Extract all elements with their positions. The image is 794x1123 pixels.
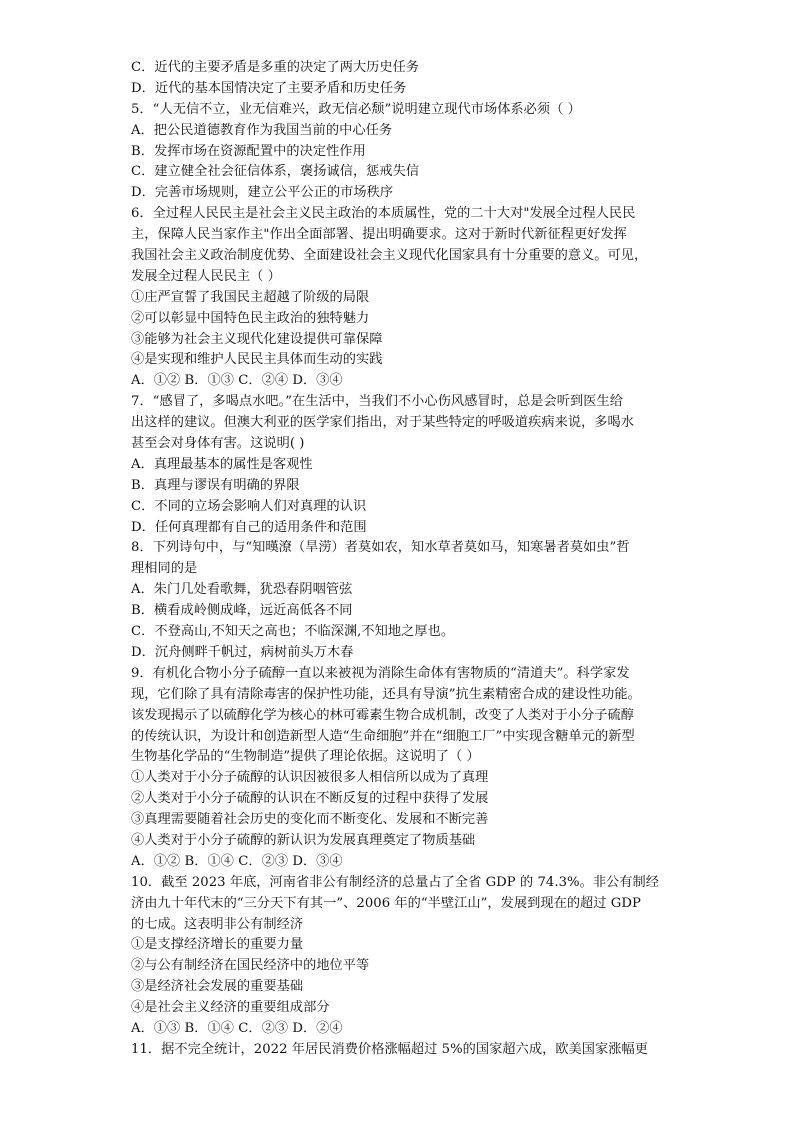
text-line: A．①③ B．①④ C．②③ D．②④ xyxy=(131,1020,343,1036)
exam-page xyxy=(131,58,663,1061)
text-line: 11．据不完全统计，2022 年居民消费价格涨幅超过 5%的国家超六成，欧美国家涨幅更 xyxy=(131,1041,648,1057)
text-line: C．建立健全社会征信体系，褒扬诚信，惩戒失信 xyxy=(131,164,420,180)
text-line: ②可以彰显中国特色民主政治的独特魅力 xyxy=(131,310,370,326)
text-line: 我国社会主义政治制度优势、全面建设社会主义现代化国家具有十分重要的意义。可见， xyxy=(131,248,648,264)
text-line: A．①② B．①④ C．②③ D．③④ xyxy=(131,853,343,869)
text-line: 现，它们除了具有清除毒害的保护性功能，还具有导演”抗生素精密合成的建设性功能。 xyxy=(131,686,641,702)
text-line: D．完善市场规则，建立公平公正的市场秩序 xyxy=(131,185,394,201)
text-line: D．沉舟侧畔千帆过，病树前头万木春 xyxy=(131,644,354,660)
text-line: C．近代的主要矛盾是多重的决定了两大历史任务 xyxy=(131,60,420,75)
text-line: ①人类对于小分子硫醇的认识因被很多人相信所以成为了真理 xyxy=(131,770,489,786)
text-line: ③能够为社会主义现代化建设提供可靠保障 xyxy=(131,331,383,347)
text-line: 主，保障人民当家作主"作出全面部署、提出明确要求。这对于新时代新征程更好发挥 xyxy=(131,227,627,243)
text-line: D．任何真理都有自己的适用条件和范围 xyxy=(131,519,367,535)
text-line: B．发挥市场在资源配置中的决定性作用 xyxy=(131,143,366,159)
text-line: 5．“人无信不立，业无信难兴，政无信必颓”说明建立现代市场体系必须（ ） xyxy=(131,101,581,117)
text-line: 济由九十年代末的“三分天下有其一”、2006 年的“半壁江山”，发展到现在的超过 GDP xyxy=(131,895,641,911)
text-line: 该发现揭示了以硫醇化学为核心的林可霉素生物合成机制，改变了人类对于小分子硫醇 xyxy=(131,707,635,723)
text-line: 6．全过程人民民主是社会主义民主政治的本质属性，党的二十大对"发展全过程人民民 xyxy=(131,206,636,222)
text-line: D．近代的基本国情决定了主要矛盾和历史任务 xyxy=(131,80,407,96)
text-line: ②与公有制经济在国民经济中的地位平等 xyxy=(131,958,370,974)
text-line: 理相同的是 xyxy=(131,561,198,577)
text-line: A．①② B．①③ C．②④ D．③④ xyxy=(131,373,343,389)
text-line: 8．下列诗句中，与“知暵潦（旱涝）者莫如农，知水草者莫如马，知寒暑者莫如虫”哲 xyxy=(131,540,630,556)
text-line: 的传统认识，为设计和创造新型人造“生命细胞”并在“细胞工厂”中实现含糖单元的新型 xyxy=(131,728,635,744)
text-line: B．真理与谬误有明确的界限 xyxy=(131,477,300,493)
text-line: C．不同的立场会影响人们对真理的认识 xyxy=(131,498,367,514)
text-line: ④是社会主义经济的重要组成部分 xyxy=(131,1000,330,1016)
text-line: ②人类对于小分子硫醇的认识在不断反复的过程中获得了发展 xyxy=(131,791,489,807)
text-line: C．不登高山,不知天之高也；不临深渊,不知地之厚也。 xyxy=(131,624,455,640)
text-line: A．朱门几处看歌舞，犹恐春阴咽管弦 xyxy=(131,582,353,598)
text-line: 发展全过程人民民主（ ） xyxy=(131,268,281,284)
text-line: ④人类对于小分子硫醇的新认识为发展真理奠定了物质基础 xyxy=(131,832,476,848)
text-line: 10．截至 2023 年底，河南省非公有制经济的总量占了全省 GDP 的 74.3%。非公有制经 xyxy=(131,874,660,890)
text-line: ①是支撑经济增长的重要力量 xyxy=(131,937,304,953)
text-line: 9．有机化合物小分子硫醇一直以来被视为消除生命体有害物质的“清道夫”。科学家发 xyxy=(131,665,630,681)
text-line: B．横看成岭侧成峰，远近高低各不同 xyxy=(131,603,353,619)
text-line: 出这样的建议。但澳大利亚的医学家们指出，对于某些特定的呼吸道疾病来说，多喝水 xyxy=(131,415,635,431)
text-line: ③真理需要随着社会历史的变化而不断变化、发展和不断完善 xyxy=(131,812,489,828)
text-line: ①庄严宣誓了我国民主超越了阶级的局限 xyxy=(131,289,370,305)
text-line: 甚至会对身体有害。这说明( ) xyxy=(131,436,305,452)
text-line: A．真理最基本的属性是客观性 xyxy=(131,456,313,472)
text-line: ④是实现和维护人民民主具体而生动的实践 xyxy=(131,352,383,368)
text-line: 生物基化学品的“生物制造”提供了理论依据。这说明了（ ） xyxy=(131,749,480,765)
text-line: 7．“感冒了，多喝点水吧。”在生活中，当我们不小心伤风感冒时，总是会听到医生给 xyxy=(131,394,623,410)
text-line: ③是经济社会发展的重要基础 xyxy=(131,979,304,995)
text-line: A．把公民道德教育作为我国当前的中心任务 xyxy=(131,122,393,138)
text-line: 的七成。这表明非公有制经济 xyxy=(131,916,304,932)
